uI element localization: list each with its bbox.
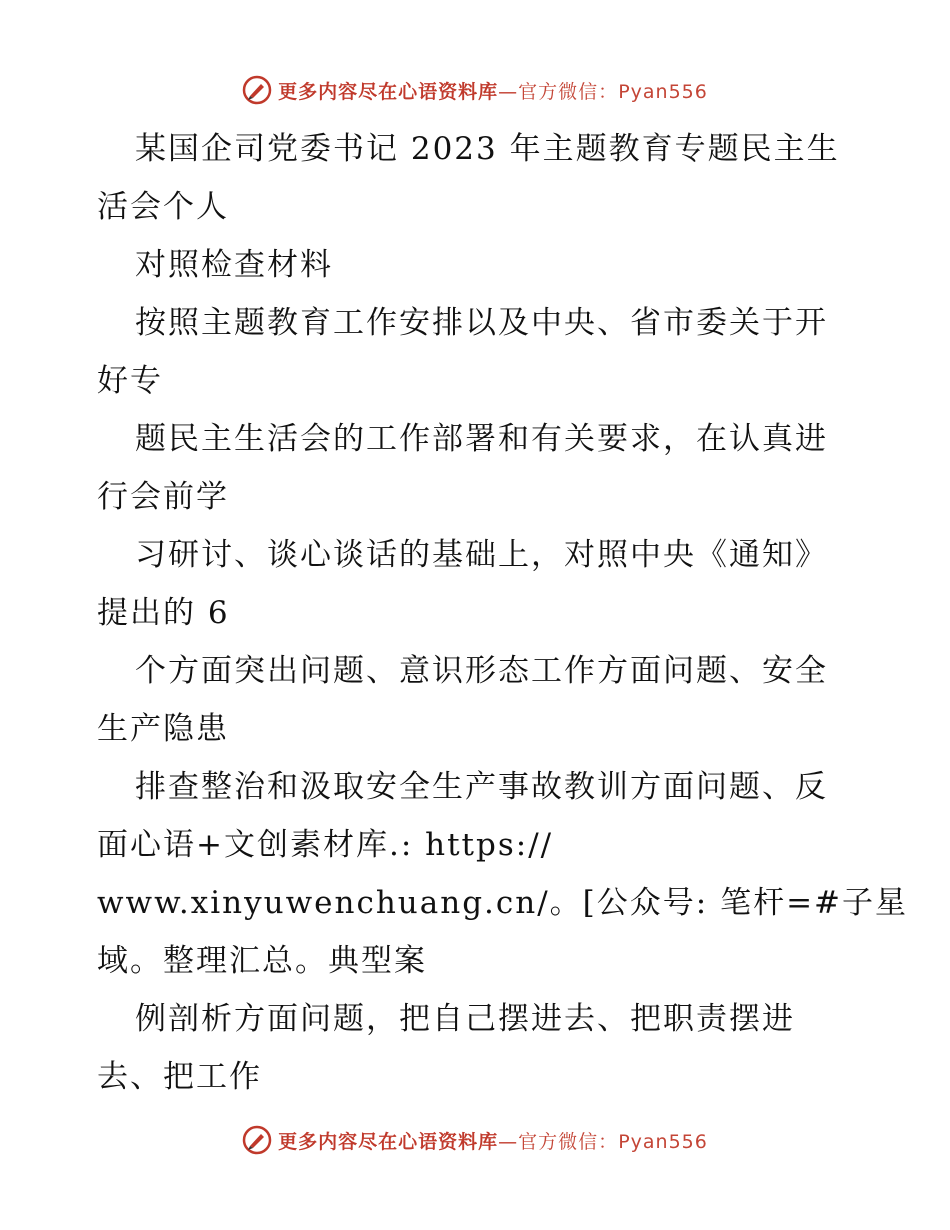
document-body <box>97 120 909 1106</box>
pen-logo-icon <box>242 1125 272 1155</box>
doc-line: 面心语+文创素材库.: https:// <box>97 827 554 863</box>
doc-line: 行会前学 <box>97 479 229 515</box>
doc-line: 对照检查材料 <box>135 247 333 283</box>
banner-separator: — <box>498 1130 519 1153</box>
doc-line: 某国企司党委书记 2023 年主题教育专题民主生 <box>135 131 840 167</box>
banner-wechat-label: 官方微信： <box>518 80 619 103</box>
header-banner <box>0 70 950 110</box>
banner-separator: — <box>498 80 519 103</box>
banner-wechat-id: Pyan556 <box>618 80 708 103</box>
footer-banner <box>0 1120 950 1160</box>
banner-text <box>278 77 708 104</box>
banner-text <box>278 1127 708 1154</box>
doc-line: 个方面突出问题、意识形态工作方面问题、安全 <box>135 653 828 689</box>
doc-line: 例剖析方面问题，把自己摆进去、把职责摆进 <box>135 1001 795 1037</box>
banner-wechat-label: 官方微信： <box>518 1130 619 1153</box>
doc-line: 域。整理汇总。典型案 <box>97 943 427 979</box>
banner-main-text: 更多内容尽在心语资料库 <box>278 1130 499 1153</box>
doc-line: 排查整治和汲取安全生产事故教训方面问题、反 <box>135 769 828 805</box>
doc-line: 习研讨、谈心谈话的基础上，对照中央《通知》 <box>135 537 828 573</box>
doc-line: 题民主生活会的工作部署和有关要求，在认真进 <box>135 421 828 457</box>
doc-line: 按照主题教育工作安排以及中央、省市委关于开 <box>135 305 828 341</box>
doc-line: 去、把工作 <box>97 1059 262 1095</box>
banner-main-text: 更多内容尽在心语资料库 <box>278 80 499 103</box>
banner-wechat-id: Pyan556 <box>618 1130 708 1153</box>
doc-line: 好专 <box>97 363 163 399</box>
pen-logo-icon <box>242 75 272 105</box>
doc-line: 生产隐患 <box>97 711 229 747</box>
doc-line: 活会个人 <box>97 189 229 225</box>
doc-line: www.xinyuwenchuang.cn/。[公众号: 笔杆=#子星 <box>97 885 909 921</box>
doc-line: 提出的 6 <box>97 595 230 631</box>
